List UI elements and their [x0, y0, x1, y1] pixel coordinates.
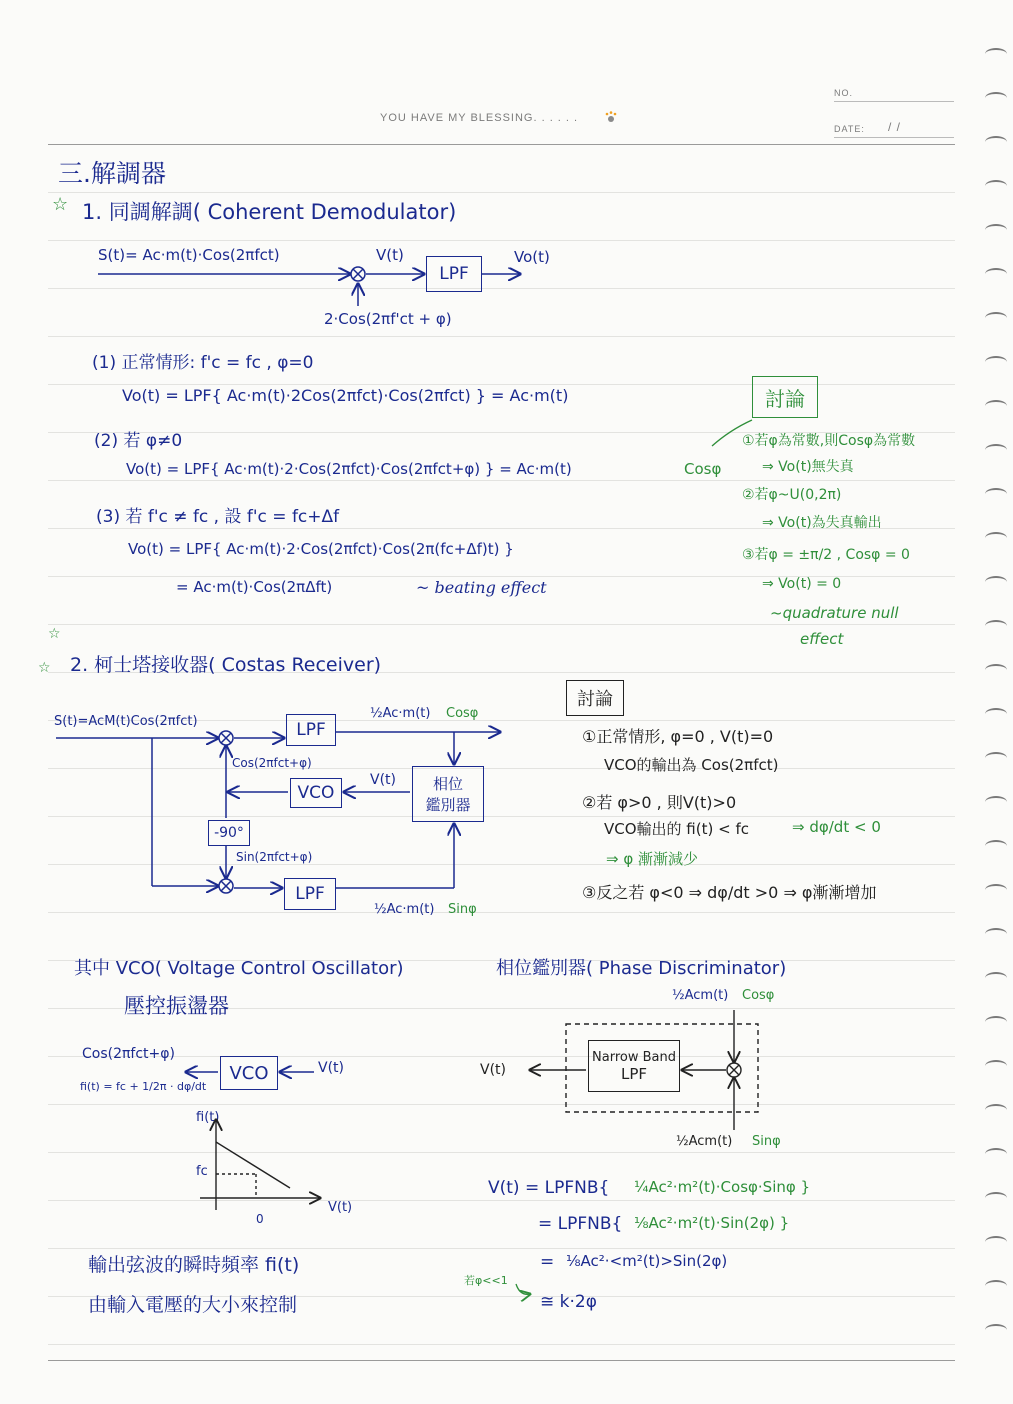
discuss-1-line-6: ⇒ Vo(t) = 0	[762, 576, 842, 592]
costas-bottom-out-sin: Sinφ	[448, 902, 477, 917]
star-icon-3: ☆	[38, 660, 51, 676]
costas-bottom-out-amp: ½Ac·m(t)	[374, 902, 435, 917]
costas-lpf-bottom: LPF	[284, 878, 336, 910]
costas-top-out-amp: ½Ac·m(t)	[370, 706, 431, 721]
nb-line-2: LPF	[620, 1064, 648, 1083]
vco-output-label: Cos(2πfct+φ)	[82, 1046, 175, 1062]
discuss-1-line-8: effect	[800, 630, 844, 648]
vco-input-label: V(t)	[318, 1060, 344, 1076]
costas-sin-label: Sin(2πfct+φ)	[236, 850, 313, 864]
phase-disc-bottom-input-sin: Sinφ	[752, 1134, 781, 1149]
vco-desc-2: 由輸入電壓的大小來控制	[88, 1294, 298, 1316]
costas-input-label: S(t)=AcM(t)Cos(2πfct)	[54, 714, 198, 729]
coherent-input-label: S(t)= Ac·m(t)·Cos(2πfct)	[98, 246, 280, 264]
costas-cos-label: Cos(2πfct+φ)	[232, 756, 312, 770]
vco-note-subtitle: 壓控振盪器	[124, 994, 229, 1018]
phase-disc-top-input-amp: ½Acm(t)	[672, 988, 729, 1003]
pd-eq4: ≅ k·2φ	[540, 1292, 597, 1312]
coherent-osc-label: 2·Cos(2πf'ct + φ)	[324, 310, 452, 328]
phase-disc-output-label: V(t)	[480, 1062, 506, 1078]
case3-heading: (3) 若 f'c ≠ fc , 設 f'c = fc+Δf	[96, 507, 340, 527]
discuss-1-line-7: ~quadrature null	[770, 604, 899, 622]
phase-disc-top-input-cos: Cosφ	[742, 988, 775, 1003]
header-tagline: YOU HAVE MY BLESSING. . . . . .	[380, 112, 579, 124]
discuss-title-box-1: 討論	[752, 376, 818, 418]
vco-note-title: 其中 VCO( Voltage Control Oscillator)	[74, 958, 404, 979]
pd-eq2-lhs: = LPFNB{	[538, 1214, 623, 1234]
discuss-1-line-1: ①若φ為常數,則Cosφ為常數	[742, 433, 916, 449]
case1-heading: (1) 正常情形: f'c = fc , φ=0	[92, 353, 314, 373]
phase-disc-title: 相位鑑別器( Phase Discriminator)	[496, 958, 787, 979]
case1-equation: Vo(t) = LPF{ Ac·m(t)·2Cos(2πfct)·Cos(2πfct) } = Ac·m(t)	[122, 386, 569, 405]
disc-line-2: 鑑別器	[425, 796, 471, 814]
case3-beating-note: ~ beating effect	[416, 578, 547, 597]
costas-title: 2. 柯士塔接收器( Costas Receiver)	[70, 654, 382, 676]
discuss-1-line-3: ②若φ~U(0,2π)	[742, 487, 842, 503]
discuss-2-line-2: VCO的輸出為 Cos(2πfct)	[604, 756, 779, 774]
coherent-title: 1. 同調解調( Coherent Demodulator)	[82, 200, 457, 224]
discuss-2-line-4: VCO輸出的 fi(t) < fc	[604, 820, 749, 838]
case2-heading: (2) 若 φ≠0	[94, 431, 183, 451]
case3-equation-1: Vo(t) = LPF{ Ac·m(t)·2·Cos(2πfct)·Cos(2π(fc+Δf)t) }	[128, 540, 514, 558]
vco-graph-y-label: fi(t)	[196, 1110, 220, 1125]
phase-disc-bottom-input-amp: ½Acm(t)	[676, 1134, 733, 1149]
section-title: 三.解調器	[58, 159, 166, 188]
vco-graph-x-label: V(t)	[328, 1200, 353, 1215]
pd-eq3-eq: =	[540, 1252, 555, 1272]
costas-lpf-top: LPF	[286, 714, 336, 746]
vco-graph-fc-tick: fc	[196, 1164, 208, 1179]
coherent-lpf-box: LPF	[426, 256, 482, 292]
discuss-1-line-5: ③若φ = ±π/2 , Cosφ = 0	[742, 547, 910, 563]
case2-cos-phi: Cosφ	[684, 460, 722, 478]
no-label: NO.	[834, 88, 854, 98]
date-label: DATE:	[834, 124, 865, 134]
discuss-2-line-7: ③反之若 φ<0 ⇒ dφ/dt >0 ⇒ φ漸漸增加	[582, 883, 877, 902]
star-icon: ☆	[52, 194, 69, 215]
discuss-2-line-3: ②若 φ>0 , 則V(t)>0	[582, 793, 737, 812]
vco-fi-label: fi(t) = fc + 1/2π · dφ/dt	[80, 1080, 207, 1093]
coherent-output-label: Vo(t)	[514, 248, 550, 266]
discuss-2-line-5: ⇒ dφ/dt < 0	[792, 818, 881, 836]
pd-eq2-rhs: ⅛Ac²·m²(t)·Sin(2φ) }	[634, 1214, 790, 1232]
date-slashes: / /	[888, 120, 902, 134]
vco-box: VCO	[220, 1056, 278, 1090]
star-icon-2: ☆	[48, 626, 61, 642]
vco-desc-1: 輸出弦波的瞬時頻率 fi(t)	[88, 1254, 300, 1276]
discuss-title-box-2: 討論	[566, 680, 624, 716]
costas-top-out-cos: Cosφ	[446, 706, 479, 721]
case3-equation-2: = Ac·m(t)·Cos(2πΔft)	[176, 578, 333, 596]
coherent-v-label: V(t)	[376, 246, 404, 264]
costas-shift-box: -90°	[208, 820, 250, 846]
pd-side-note: 若φ<<1	[464, 1274, 508, 1287]
costas-v-label: V(t)	[370, 772, 396, 788]
discuss-2-line-1: ①正常情形, φ=0 , V(t)=0	[582, 727, 774, 746]
discuss-1-line-2: ⇒ Vo(t)無失真	[762, 459, 854, 475]
case2-equation: Vo(t) = LPF{ Ac·m(t)·2·Cos(2πfct)·Cos(2πfct+φ) } = Ac·m(t)	[126, 460, 572, 478]
disc-line-1: 相位	[432, 775, 463, 793]
vco-graph-zero-tick: 0	[256, 1212, 264, 1226]
nb-line-1: Narrow Band	[592, 1049, 676, 1065]
discuss-1-line-4: ⇒ Vo(t)為失真輸出	[762, 515, 882, 531]
pd-eq1-lhs: V(t) = LPFNB{	[488, 1178, 610, 1198]
pd-eq1-rhs: ¼Ac²·m²(t)·Cosφ·Sinφ }	[634, 1178, 811, 1196]
pd-eq3-rhs: ⅛Ac²·<m²(t)>Sin(2φ)	[566, 1252, 728, 1270]
costas-vco-box: VCO	[290, 778, 342, 808]
discuss-2-line-6: ⇒ φ 漸漸減少	[606, 850, 698, 868]
